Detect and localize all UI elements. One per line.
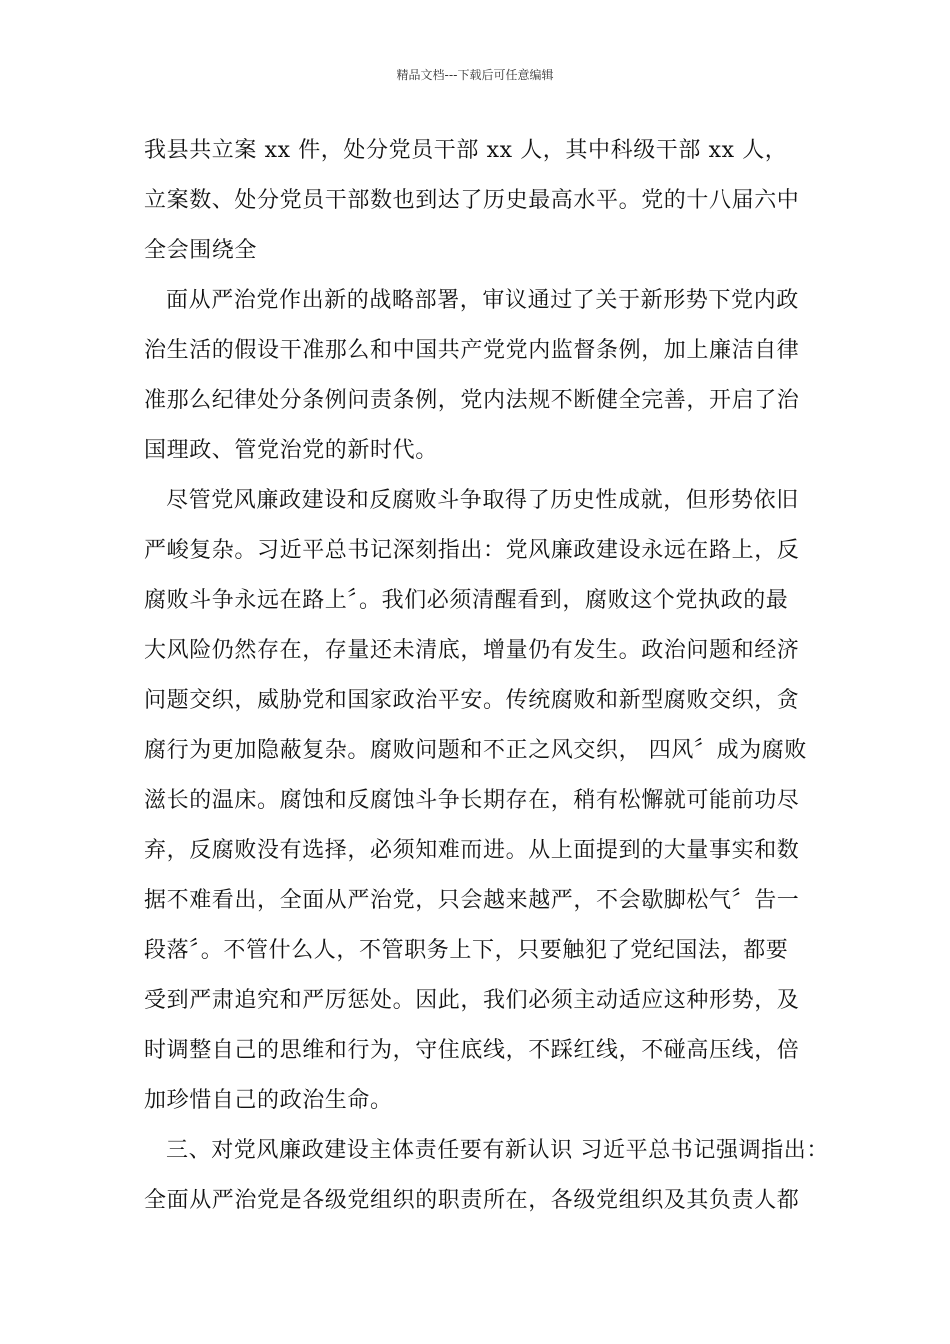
text-line: 尽管党风廉政建设和反腐败斗争取得了历史性成就，但形势依旧 — [166, 488, 799, 513]
text-line: 面从严治党作出新的战略部署，审议通过了关于新形势下党内政 — [166, 288, 799, 313]
text-line: 段落〞。不管什么人，不管职务上下，只要触犯了党纪国法，都要 — [144, 938, 789, 963]
text-line: 准那么纪律处分条例问责条例，党内法规不断健全完善，开启了治 — [144, 388, 800, 413]
text-line: 据不难看出，全面从严治党，只会越来越严，不会歇脚松气〞告一 — [144, 888, 800, 913]
text-line: 加珍惜自己的政治生命。 — [144, 1088, 393, 1113]
text-line: 大风险仍然存在，存量还未清底，增量仍有发生。政治问题和经济 — [144, 638, 800, 663]
text-line: 全面从严治党是各级党组织的职责所在，各级党组织及其负责人都 — [144, 1188, 800, 1213]
text-line: 腐败斗争永远在路上〞。我们必须清醒看到，腐败这个党执政的最 — [144, 588, 789, 613]
text-line: 时调整自己的思维和行为，守住底线，不踩红线，不碰高压线，倍 — [144, 1038, 800, 1063]
text-line: 腐行为更加隐蔽复杂。腐败问题和不正之风交织， 四风〞成为腐败 — [144, 738, 807, 763]
text-line: 我县共立案 xx 件，处分党员干部 xx 人，其中科级干部 xx 人， — [144, 138, 788, 163]
text-line: 受到严肃追究和严厉惩处。因此，我们必须主动适应这种形势，及 — [144, 988, 800, 1013]
page-header: 精品文档---下载后可任意编辑 — [396, 68, 554, 82]
text-line: 治生活的假设干准那么和中国共产党党内监督条例，加上廉洁自律 — [144, 338, 800, 363]
text-line: 严峻复杂。习近平总书记深刻指出：党风廉政建设永远在路上，反 — [144, 538, 800, 563]
text-line: 全会围绕全 — [144, 238, 258, 263]
text-line: 弃，反腐败没有选择，必须知难而进。从上面提到的大量事实和数 — [144, 838, 800, 863]
text-line: 国理政、管党治党的新时代。 — [144, 438, 438, 463]
text-line: 问题交织，威胁党和国家政治平安。传统腐败和新型腐败交织，贪 — [144, 688, 800, 713]
text-line: 滋长的温床。腐蚀和反腐蚀斗争长期存在，稍有松懈就可能前功尽 — [144, 788, 800, 813]
document-body — [144, 126, 829, 1226]
text-line: 三、对党风廉政建设主体责任要有新认识 习近平总书记强调指出： — [166, 1138, 829, 1163]
text-line: 立案数、处分党员干部数也到达了历史最高水平。党的十八届六中 — [144, 188, 800, 213]
